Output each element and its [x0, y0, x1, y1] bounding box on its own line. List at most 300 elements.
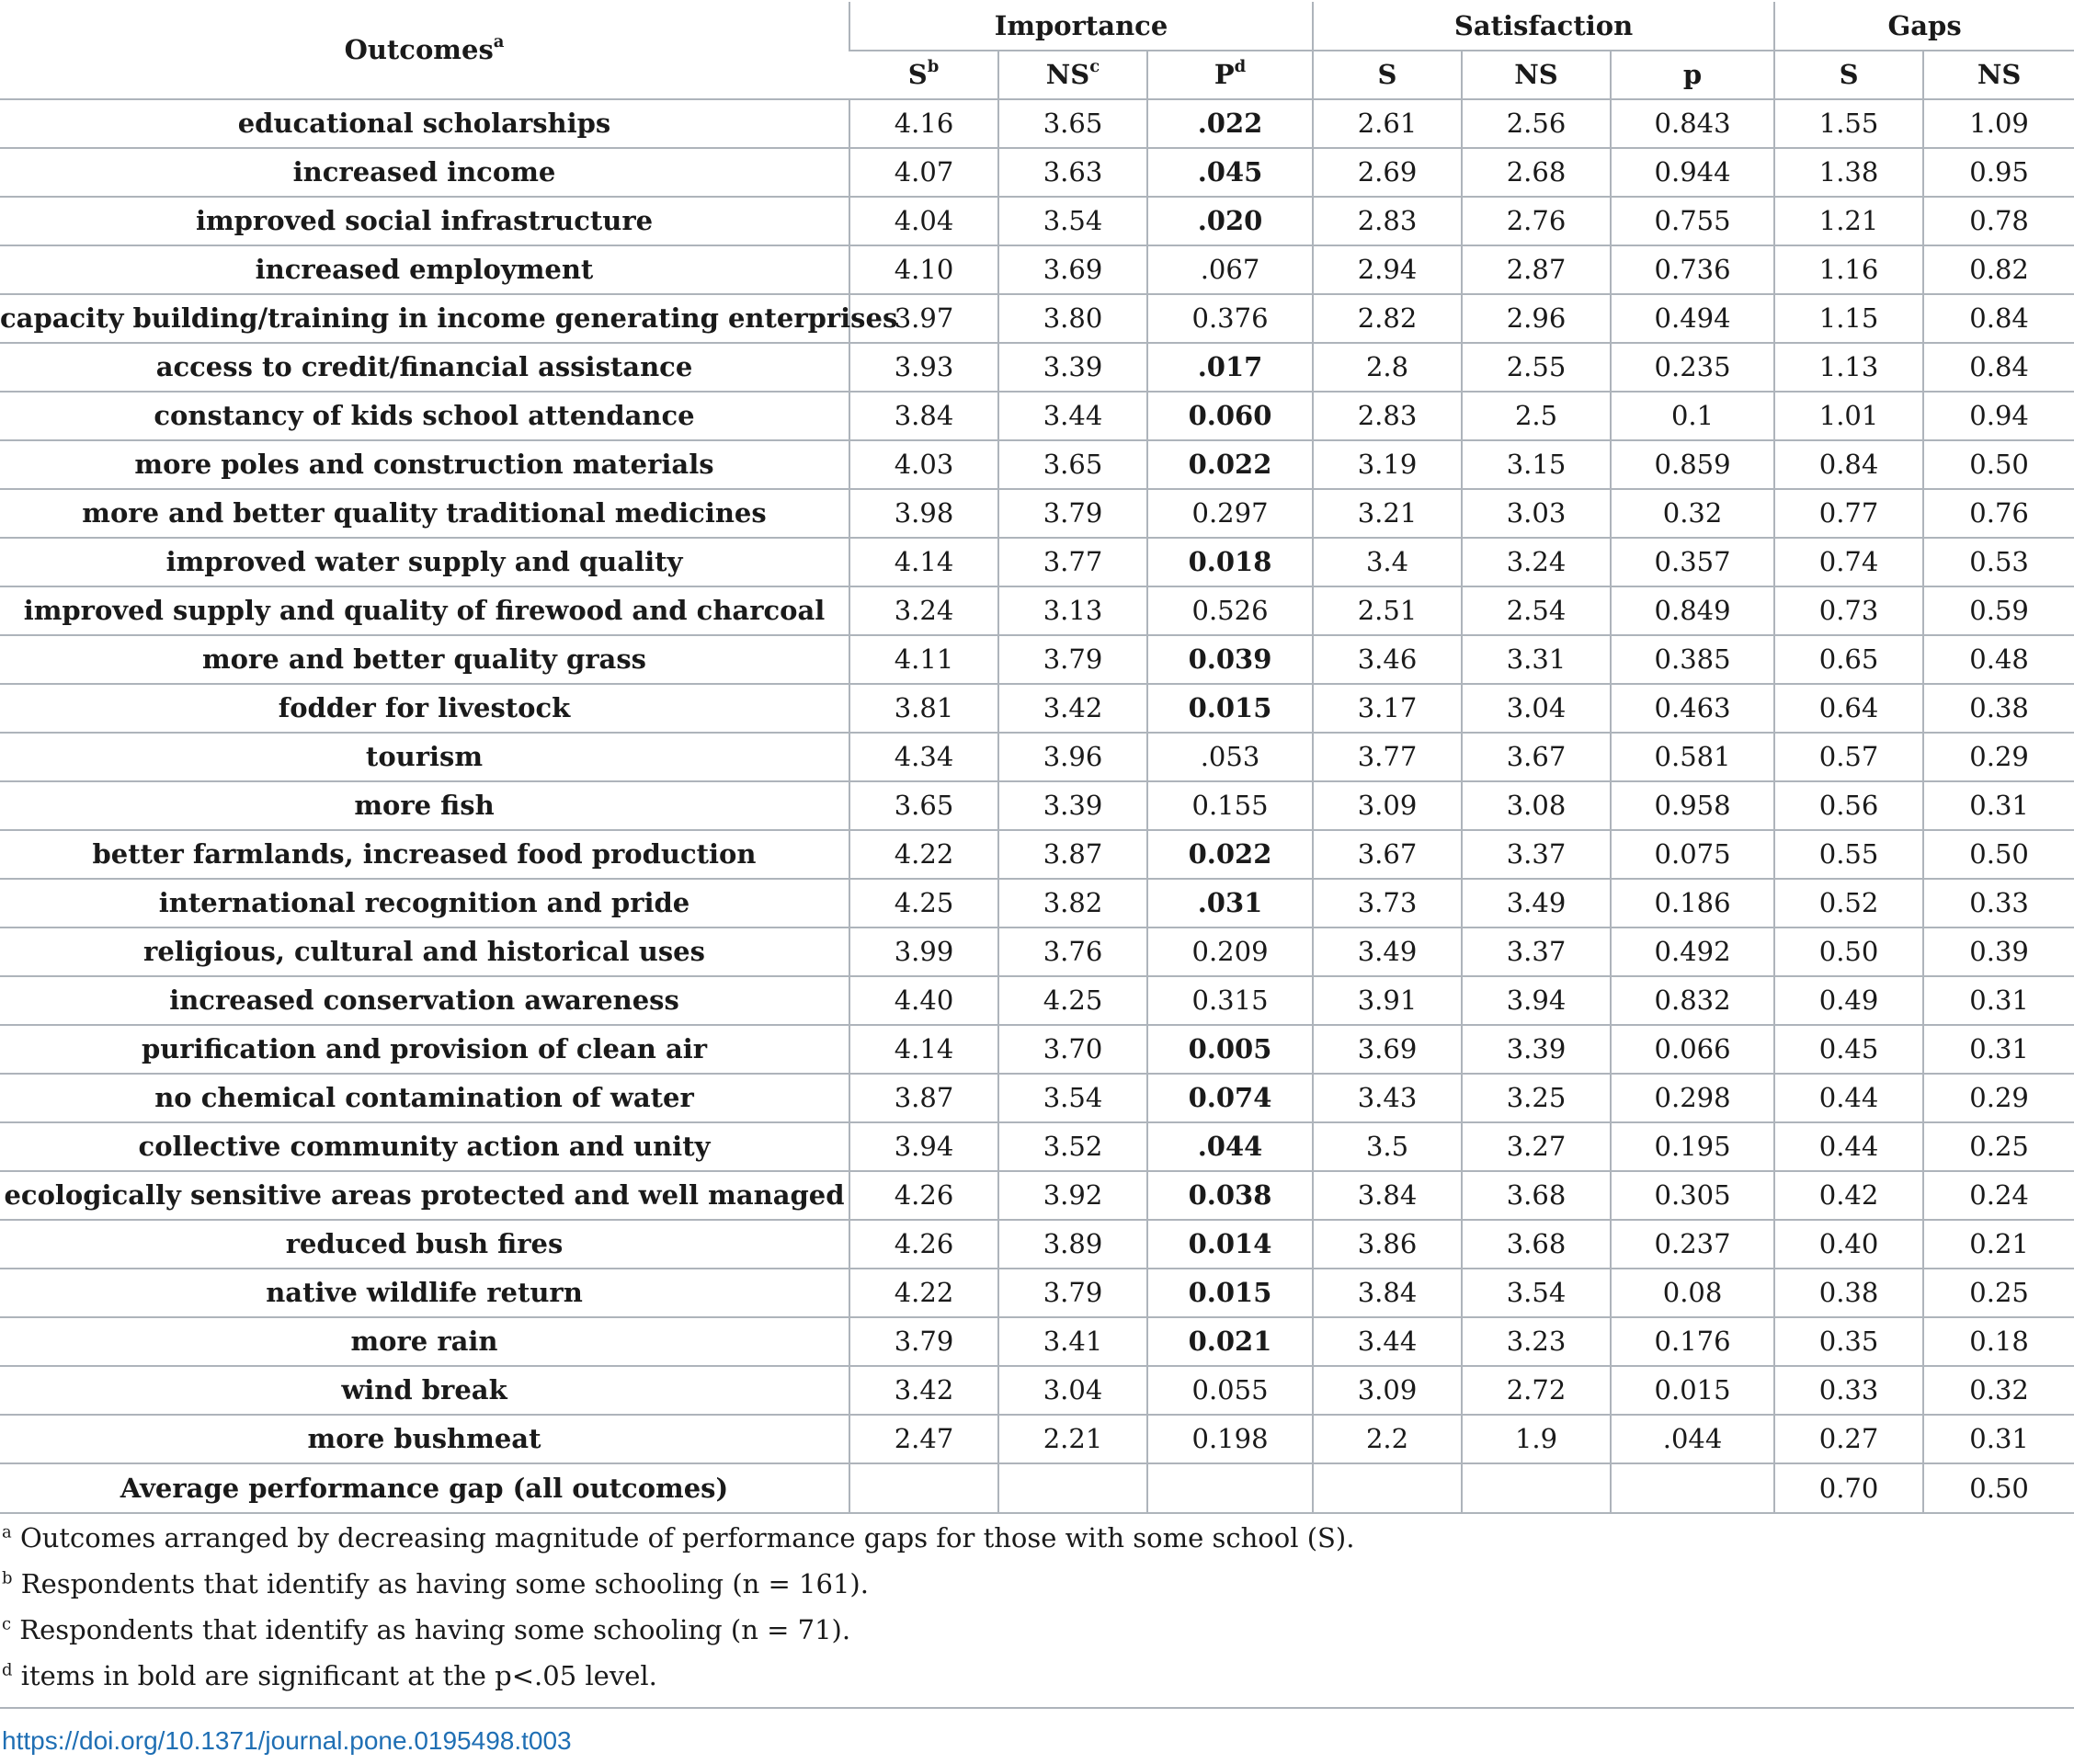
importance-p-cell: 0.015 [1147, 684, 1313, 733]
empty-cell [1313, 1463, 1462, 1513]
gap-s-cell: 0.45 [1774, 1025, 1923, 1074]
gap-ns-cell: 0.25 [1923, 1269, 2074, 1317]
outcome-cell: educational scholarships [0, 99, 849, 148]
table-row [0, 586, 2074, 635]
gap-s-cell: 1.01 [1774, 392, 1923, 440]
gaps-header: Gaps [1774, 2, 2074, 51]
importance-s-cell: 4.11 [849, 635, 998, 684]
gap-ns-cell: 0.29 [1923, 1074, 2074, 1122]
importance-ns-cell: 4.25 [998, 976, 1147, 1025]
satisfaction-ns-header: NS [1462, 51, 1611, 99]
satisfaction-s-cell: 3.09 [1313, 1366, 1462, 1415]
gap-s-cell: 0.84 [1774, 440, 1923, 489]
doi-link[interactable]: https://doi.org/10.1371/journal.pone.0195498.t003 [2, 1726, 572, 1755]
importance-ns-cell: 3.65 [998, 440, 1147, 489]
importance-s-cell: 3.94 [849, 1122, 998, 1171]
table-body [0, 99, 2074, 1513]
importance-s-cell: 3.93 [849, 343, 998, 392]
importance-s-cell: 4.40 [849, 976, 998, 1025]
satisfaction-ns-cell: 1.9 [1462, 1415, 1611, 1463]
importance-s-cell: 3.42 [849, 1366, 998, 1415]
satisfaction-s-cell: 3.49 [1313, 928, 1462, 976]
satisfaction-ns-cell: 2.55 [1462, 343, 1611, 392]
outcome-cell: more poles and construction materials [0, 440, 849, 489]
footnote-mark: a [2, 1522, 12, 1542]
gap-s-cell: 1.13 [1774, 343, 1923, 392]
satisfaction-p-cell: 0.849 [1611, 586, 1774, 635]
importance-s-cell: 3.99 [849, 928, 998, 976]
importance-p-cell: 0.209 [1147, 928, 1313, 976]
satisfaction-p-cell: 0.235 [1611, 343, 1774, 392]
satisfaction-ns-cell: 2.68 [1462, 148, 1611, 197]
table-row [0, 684, 2074, 733]
gap-s-cell: 0.52 [1774, 879, 1923, 928]
satisfaction-s-cell: 3.4 [1313, 538, 1462, 586]
importance-ns-cell: 3.89 [998, 1220, 1147, 1269]
gap-ns-cell: 0.84 [1923, 343, 2074, 392]
importance-s-cell: 4.04 [849, 197, 998, 245]
footnote [0, 1607, 2074, 1653]
importance-s-cell: 4.26 [849, 1220, 998, 1269]
importance-ns-cell: 3.65 [998, 99, 1147, 148]
table-row [0, 1171, 2074, 1220]
outcome-cell: purification and provision of clean air [0, 1025, 849, 1074]
importance-p-cell: 0.297 [1147, 489, 1313, 538]
outcome-cell: capacity building/training in income generating enterprises [0, 294, 849, 343]
gap-ns-cell: 0.38 [1923, 684, 2074, 733]
importance-p-cell: 0.015 [1147, 1269, 1313, 1317]
importance-s-cell: 3.81 [849, 684, 998, 733]
average-gap-s-cell: 0.70 [1774, 1463, 1923, 1513]
gap-s-cell: 1.15 [1774, 294, 1923, 343]
importance-ns-cell: 3.04 [998, 1366, 1147, 1415]
gap-s-cell: 0.49 [1774, 976, 1923, 1025]
outcome-cell: religious, cultural and historical uses [0, 928, 849, 976]
importance-s-cell: 4.14 [849, 1025, 998, 1074]
importance-s-cell: 4.14 [849, 538, 998, 586]
gap-s-cell: 0.27 [1774, 1415, 1923, 1463]
satisfaction-p-cell: 0.298 [1611, 1074, 1774, 1122]
table-row [0, 635, 2074, 684]
satisfaction-s-cell: 3.69 [1313, 1025, 1462, 1074]
table-row [0, 392, 2074, 440]
table-row [0, 1269, 2074, 1317]
satisfaction-p-cell: 0.1 [1611, 392, 1774, 440]
importance-p-cell: .053 [1147, 733, 1313, 781]
satisfaction-ns-cell: 2.72 [1462, 1366, 1611, 1415]
gap-ns-cell: 0.84 [1923, 294, 2074, 343]
importance-s-cell: 3.84 [849, 392, 998, 440]
importance-p-cell: 0.018 [1147, 538, 1313, 586]
importance-p-cell: 0.039 [1147, 635, 1313, 684]
satisfaction-s-cell: 3.91 [1313, 976, 1462, 1025]
importance-p-cell: 0.376 [1147, 294, 1313, 343]
importance-ns-cell: 3.69 [998, 245, 1147, 294]
satisfaction-s-cell: 2.51 [1313, 586, 1462, 635]
gap-ns-cell: 0.24 [1923, 1171, 2074, 1220]
importance-ns-cell: 3.63 [998, 148, 1147, 197]
table-row [0, 1122, 2074, 1171]
importance-ns-header: $NS^c$ [998, 51, 1147, 99]
footnote [0, 1515, 2074, 1561]
importance-s-cell: 4.22 [849, 830, 998, 879]
footnote-text: Outcomes arranged by decreasing magnitude of performance gaps for those with some school (S). [19, 1522, 1355, 1553]
gap-ns-cell: 0.39 [1923, 928, 2074, 976]
importance-p-cell: .020 [1147, 197, 1313, 245]
satisfaction-ns-cell: 3.24 [1462, 538, 1611, 586]
outcome-cell: better farmlands, increased food production [0, 830, 849, 879]
satisfaction-ns-cell: 3.03 [1462, 489, 1611, 538]
importance-p-cell: .067 [1147, 245, 1313, 294]
satisfaction-ns-cell: 3.39 [1462, 1025, 1611, 1074]
satisfaction-p-cell: 0.832 [1611, 976, 1774, 1025]
satisfaction-ns-cell: 3.31 [1462, 635, 1611, 684]
satisfaction-p-header: p [1611, 51, 1774, 99]
importance-p-cell: .022 [1147, 99, 1313, 148]
gap-ns-cell: 0.31 [1923, 976, 2074, 1025]
outcome-cell: reduced bush fires [0, 1220, 849, 1269]
importance-ns-cell: 3.87 [998, 830, 1147, 879]
group-header-row [0, 2, 2074, 51]
satisfaction-ns-cell: 3.37 [1462, 928, 1611, 976]
satisfaction-p-cell: 0.32 [1611, 489, 1774, 538]
importance-s-cell: 4.10 [849, 245, 998, 294]
gap-s-cell: 0.56 [1774, 781, 1923, 830]
outcome-cell: fodder for livestock [0, 684, 849, 733]
gap-ns-cell: 0.78 [1923, 197, 2074, 245]
gap-s-cell: 0.38 [1774, 1269, 1923, 1317]
satisfaction-p-cell: 0.581 [1611, 733, 1774, 781]
satisfaction-s-cell: 3.43 [1313, 1074, 1462, 1122]
outcomes-header: Outcomes$^a$ [0, 2, 849, 99]
outcome-cell: collective community action and unity [0, 1122, 849, 1171]
gap-s-cell: 1.16 [1774, 245, 1923, 294]
gap-ns-cell: 0.50 [1923, 440, 2074, 489]
satisfaction-s-cell: 2.61 [1313, 99, 1462, 148]
satisfaction-s-cell: 3.09 [1313, 781, 1462, 830]
importance-ns-cell: 2.21 [998, 1415, 1147, 1463]
satisfaction-ns-cell: 3.08 [1462, 781, 1611, 830]
average-gap-ns-cell: 0.50 [1923, 1463, 2074, 1513]
importance-p-cell: 0.005 [1147, 1025, 1313, 1074]
satisfaction-s-cell: 3.17 [1313, 684, 1462, 733]
table-row [0, 197, 2074, 245]
satisfaction-p-cell: 0.463 [1611, 684, 1774, 733]
satisfaction-p-cell: 0.186 [1611, 879, 1774, 928]
importance-ns-cell: 3.96 [998, 733, 1147, 781]
gap-ns-cell: 0.29 [1923, 733, 2074, 781]
importance-p-cell: .031 [1147, 879, 1313, 928]
gap-ns-cell: 0.82 [1923, 245, 2074, 294]
satisfaction-s-cell: 3.44 [1313, 1317, 1462, 1366]
importance-p-cell: .017 [1147, 343, 1313, 392]
gap-s-cell: 0.64 [1774, 684, 1923, 733]
importance-ns-cell: 3.39 [998, 343, 1147, 392]
satisfaction-p-cell: 0.015 [1611, 1366, 1774, 1415]
importance-p-header: $P^d$ [1147, 51, 1313, 99]
satisfaction-ns-cell: 3.37 [1462, 830, 1611, 879]
table-row [0, 830, 2074, 879]
satisfaction-p-cell: .044 [1611, 1415, 1774, 1463]
satisfaction-p-cell: 0.357 [1611, 538, 1774, 586]
results-table [0, 2, 2074, 1514]
outcome-cell: more rain [0, 1317, 849, 1366]
empty-cell [849, 1463, 998, 1513]
satisfaction-ns-cell: 3.68 [1462, 1220, 1611, 1269]
gap-ns-cell: 0.31 [1923, 1025, 2074, 1074]
importance-ns-cell: 3.44 [998, 392, 1147, 440]
satisfaction-ns-cell: 3.23 [1462, 1317, 1611, 1366]
gap-s-cell: 0.33 [1774, 1366, 1923, 1415]
satisfaction-p-cell: 0.755 [1611, 197, 1774, 245]
satisfaction-ns-cell: 3.15 [1462, 440, 1611, 489]
footnotes [0, 1515, 2074, 1699]
satisfaction-s-cell: 3.77 [1313, 733, 1462, 781]
outcome-cell: more fish [0, 781, 849, 830]
satisfaction-s-cell: 2.94 [1313, 245, 1462, 294]
importance-s-cell: 3.98 [849, 489, 998, 538]
gaps-s-header: S [1774, 51, 1923, 99]
satisfaction-p-cell: 0.08 [1611, 1269, 1774, 1317]
importance-ns-cell: 3.54 [998, 197, 1147, 245]
importance-s-cell: 3.87 [849, 1074, 998, 1122]
satisfaction-s-cell: 2.83 [1313, 197, 1462, 245]
importance-p-cell: 0.155 [1147, 781, 1313, 830]
satisfaction-s-cell: 2.2 [1313, 1415, 1462, 1463]
footnote [0, 1653, 2074, 1699]
satisfaction-ns-cell: 3.49 [1462, 879, 1611, 928]
outcome-cell: ecologically sensitive areas protected and well managed [0, 1171, 849, 1220]
table-row [0, 440, 2074, 489]
gaps-ns-header: NS [1923, 51, 2074, 99]
gap-ns-cell: 0.95 [1923, 148, 2074, 197]
importance-ns-cell: 3.76 [998, 928, 1147, 976]
gap-ns-cell: 0.31 [1923, 781, 2074, 830]
gap-s-cell: 0.50 [1774, 928, 1923, 976]
satisfaction-s-cell: 3.86 [1313, 1220, 1462, 1269]
importance-p-cell: 0.074 [1147, 1074, 1313, 1122]
importance-ns-cell: 3.79 [998, 635, 1147, 684]
gap-ns-cell: 0.18 [1923, 1317, 2074, 1366]
importance-s-cell: 2.47 [849, 1415, 998, 1463]
satisfaction-s-cell: 3.73 [1313, 879, 1462, 928]
importance-s-cell: 3.65 [849, 781, 998, 830]
importance-ns-cell: 3.42 [998, 684, 1147, 733]
outcome-cell: international recognition and pride [0, 879, 849, 928]
gap-s-cell: 0.40 [1774, 1220, 1923, 1269]
table-row [0, 294, 2074, 343]
satisfaction-p-cell: 0.066 [1611, 1025, 1774, 1074]
table-row [0, 148, 2074, 197]
gap-ns-cell: 0.32 [1923, 1366, 2074, 1415]
gap-s-cell: 0.44 [1774, 1122, 1923, 1171]
footnote-mark: d [2, 1660, 13, 1680]
satisfaction-p-cell: 0.176 [1611, 1317, 1774, 1366]
satisfaction-ns-cell: 3.25 [1462, 1074, 1611, 1122]
importance-p-cell: 0.060 [1147, 392, 1313, 440]
footnote-text: Respondents that identify as having some schooling (n = 71). [19, 1614, 851, 1645]
table-row [0, 733, 2074, 781]
satisfaction-ns-cell: 2.56 [1462, 99, 1611, 148]
table-row [0, 976, 2074, 1025]
importance-p-cell: 0.014 [1147, 1220, 1313, 1269]
satisfaction-p-cell: 0.843 [1611, 99, 1774, 148]
gap-ns-cell: 0.31 [1923, 1415, 2074, 1463]
gap-ns-cell: 0.53 [1923, 538, 2074, 586]
outcome-cell: improved water supply and quality [0, 538, 849, 586]
footnote-mark: c [2, 1614, 12, 1634]
gap-s-cell: 0.73 [1774, 586, 1923, 635]
table-row [0, 781, 2074, 830]
importance-ns-cell: 3.41 [998, 1317, 1147, 1366]
empty-cell [998, 1463, 1147, 1513]
satisfaction-p-cell: 0.494 [1611, 294, 1774, 343]
satisfaction-ns-cell: 3.67 [1462, 733, 1611, 781]
table-row [0, 99, 2074, 148]
satisfaction-s-cell: 3.19 [1313, 440, 1462, 489]
importance-s-header: $S^b$ [849, 51, 998, 99]
satisfaction-p-cell: 0.944 [1611, 148, 1774, 197]
satisfaction-ns-cell: 3.94 [1462, 976, 1611, 1025]
importance-ns-cell: 3.54 [998, 1074, 1147, 1122]
outcome-cell: native wildlife return [0, 1269, 849, 1317]
satisfaction-p-cell: 0.237 [1611, 1220, 1774, 1269]
importance-s-cell: 4.34 [849, 733, 998, 781]
footnote-text: Respondents that identify as having some schooling (n = 161). [20, 1568, 869, 1599]
gap-s-cell: 1.38 [1774, 148, 1923, 197]
outcome-cell: improved social infrastructure [0, 197, 849, 245]
satisfaction-p-cell: 0.305 [1611, 1171, 1774, 1220]
gap-ns-cell: 1.09 [1923, 99, 2074, 148]
importance-header: Importance [849, 2, 1313, 51]
gap-s-cell: 0.74 [1774, 538, 1923, 586]
satisfaction-s-cell: 3.5 [1313, 1122, 1462, 1171]
satisfaction-s-cell: 2.8 [1313, 343, 1462, 392]
empty-cell [1147, 1463, 1313, 1513]
outcome-cell: wind break [0, 1366, 849, 1415]
importance-ns-cell: 3.39 [998, 781, 1147, 830]
gap-ns-cell: 0.76 [1923, 489, 2074, 538]
table-row [0, 1415, 2074, 1463]
importance-s-cell: 4.07 [849, 148, 998, 197]
satisfaction-p-cell: 0.385 [1611, 635, 1774, 684]
importance-s-cell: 3.24 [849, 586, 998, 635]
satisfaction-p-cell: 0.075 [1611, 830, 1774, 879]
outcome-cell: increased employment [0, 245, 849, 294]
table-row [0, 1317, 2074, 1366]
gap-ns-cell: 0.50 [1923, 830, 2074, 879]
importance-ns-cell: 3.77 [998, 538, 1147, 586]
importance-s-cell: 4.26 [849, 1171, 998, 1220]
importance-ns-cell: 3.92 [998, 1171, 1147, 1220]
satisfaction-ns-cell: 3.68 [1462, 1171, 1611, 1220]
satisfaction-ns-cell: 2.5 [1462, 392, 1611, 440]
satisfaction-s-cell: 2.82 [1313, 294, 1462, 343]
footnote-mark: b [2, 1568, 13, 1588]
average-row [0, 1463, 2074, 1513]
outcome-cell: no chemical contamination of water [0, 1074, 849, 1122]
gap-s-cell: 0.42 [1774, 1171, 1923, 1220]
importance-s-cell: 4.22 [849, 1269, 998, 1317]
table-row [0, 879, 2074, 928]
gap-s-cell: 0.44 [1774, 1074, 1923, 1122]
importance-p-cell: .044 [1147, 1122, 1313, 1171]
importance-s-cell: 4.03 [849, 440, 998, 489]
satisfaction-ns-cell: 2.54 [1462, 586, 1611, 635]
table-row [0, 1366, 2074, 1415]
importance-ns-cell: 3.80 [998, 294, 1147, 343]
outcome-cell: more bushmeat [0, 1415, 849, 1463]
gap-ns-cell: 0.48 [1923, 635, 2074, 684]
importance-s-cell: 4.16 [849, 99, 998, 148]
table-row [0, 245, 2074, 294]
satisfaction-s-cell: 3.21 [1313, 489, 1462, 538]
outcome-cell: increased income [0, 148, 849, 197]
satisfaction-p-cell: 0.492 [1611, 928, 1774, 976]
importance-p-cell: 0.526 [1147, 586, 1313, 635]
importance-s-cell: 3.97 [849, 294, 998, 343]
gap-s-cell: 0.35 [1774, 1317, 1923, 1366]
satisfaction-p-cell: 0.958 [1611, 781, 1774, 830]
gap-s-cell: 0.57 [1774, 733, 1923, 781]
satisfaction-header: Satisfaction [1313, 2, 1774, 51]
importance-ns-cell: 3.70 [998, 1025, 1147, 1074]
satisfaction-p-cell: 0.195 [1611, 1122, 1774, 1171]
satisfaction-s-cell: 3.84 [1313, 1269, 1462, 1317]
gap-s-cell: 1.55 [1774, 99, 1923, 148]
importance-s-cell: 4.25 [849, 879, 998, 928]
gap-ns-cell: 0.33 [1923, 879, 2074, 928]
table-row [0, 538, 2074, 586]
average-label: Average performance gap (all outcomes) [0, 1463, 849, 1513]
outcome-cell: constancy of kids school attendance [0, 392, 849, 440]
outcome-cell: improved supply and quality of firewood and charcoal [0, 586, 849, 635]
gap-ns-cell: 0.59 [1923, 586, 2074, 635]
satisfaction-s-header: S [1313, 51, 1462, 99]
importance-ns-cell: 3.79 [998, 1269, 1147, 1317]
importance-p-cell: 0.315 [1147, 976, 1313, 1025]
importance-s-cell: 3.79 [849, 1317, 998, 1366]
satisfaction-s-cell: 2.69 [1313, 148, 1462, 197]
satisfaction-ns-cell: 2.96 [1462, 294, 1611, 343]
table-row [0, 343, 2074, 392]
table-row [0, 489, 2074, 538]
importance-p-cell: 0.038 [1147, 1171, 1313, 1220]
outcome-cell: more and better quality grass [0, 635, 849, 684]
importance-ns-cell: 3.79 [998, 489, 1147, 538]
footer-divider [0, 1707, 2074, 1709]
gap-ns-cell: 0.21 [1923, 1220, 2074, 1269]
footnote [0, 1561, 2074, 1607]
gap-ns-cell: 0.94 [1923, 392, 2074, 440]
importance-p-cell: 0.022 [1147, 830, 1313, 879]
importance-p-cell: .045 [1147, 148, 1313, 197]
satisfaction-ns-cell: 3.27 [1462, 1122, 1611, 1171]
satisfaction-s-cell: 3.46 [1313, 635, 1462, 684]
satisfaction-s-cell: 3.84 [1313, 1171, 1462, 1220]
outcome-cell: access to credit/financial assistance [0, 343, 849, 392]
satisfaction-ns-cell: 2.76 [1462, 197, 1611, 245]
importance-p-cell: 0.198 [1147, 1415, 1313, 1463]
satisfaction-p-cell: 0.736 [1611, 245, 1774, 294]
empty-cell [1462, 1463, 1611, 1513]
satisfaction-ns-cell: 3.54 [1462, 1269, 1611, 1317]
footnote-text: items in bold are significant at the p<.05 level. [20, 1660, 657, 1691]
empty-cell [1611, 1463, 1774, 1513]
importance-p-cell: 0.055 [1147, 1366, 1313, 1415]
gap-s-cell: 0.77 [1774, 489, 1923, 538]
gap-ns-cell: 0.25 [1923, 1122, 2074, 1171]
